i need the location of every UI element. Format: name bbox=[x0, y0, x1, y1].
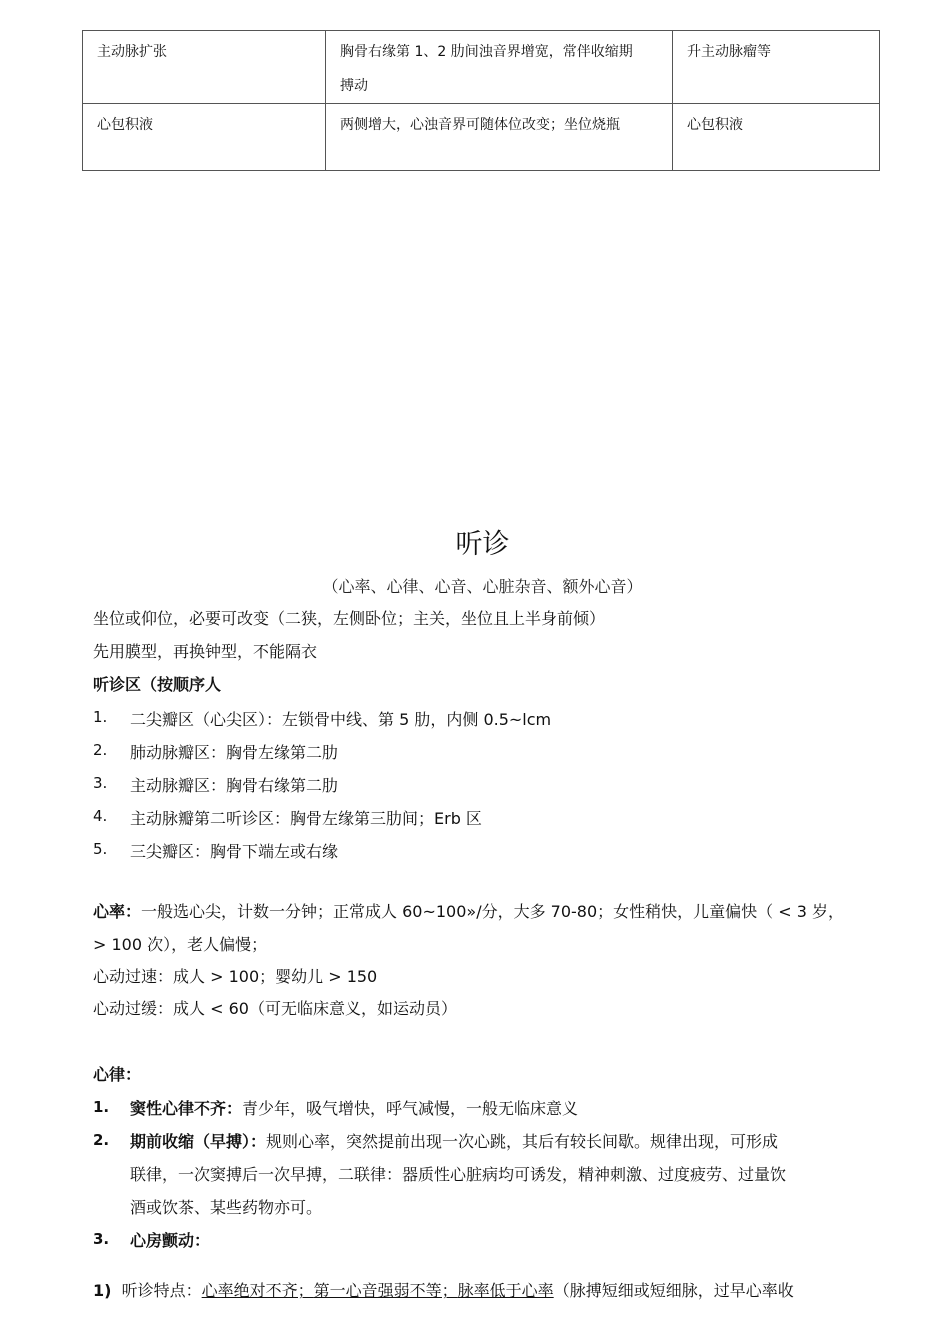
list-number: 5. bbox=[93, 840, 108, 858]
list-number: 4. bbox=[93, 807, 108, 825]
section-title: 听诊 bbox=[455, 529, 510, 560]
af-feature-line: 1) 听诊特点：心率绝对不齐；第一心音强弱不等；脉率低于心率（脉搏短细或短细脉，过早心率收 bbox=[93, 1281, 794, 1300]
list-number: 1. bbox=[93, 708, 108, 726]
list-number: 2. bbox=[93, 741, 108, 759]
list-item: 期前收缩（早搏）：规则心率，突然提前出现一次心跳，其后有较长间歇。规律出现，可形成 bbox=[130, 1132, 779, 1151]
list-item: 主动脉瓣区：胸骨右缘第二肋 bbox=[130, 776, 339, 795]
position-text: 坐位或仰位，必要可改变（二狭，左侧卧位；主关，坐位且上半身前倾） bbox=[93, 609, 606, 628]
table-cell: 心包积液 bbox=[687, 117, 743, 133]
bradycardia-text: 心动过缓：成人 < 60（可无临床意义，如运动员） bbox=[93, 999, 457, 1018]
list-number: 2. bbox=[93, 1131, 110, 1149]
list-item: 二尖瓣区（心尖区）：左锁骨中线、第 5 肋，内侧 0.5~lcm bbox=[130, 710, 552, 729]
list-number: 1. bbox=[93, 1098, 110, 1116]
rhythm-heading: 心律： bbox=[93, 1065, 142, 1084]
section-subtitle: （心率、心律、心音、心脏杂音、额外心音） bbox=[322, 577, 643, 596]
list-item: 主动脉瓣第二听诊区：胸骨左缘第三肋间；Erb 区 bbox=[130, 809, 482, 828]
list-item: 窦性心律不齐：青少年，吸气增快，呼气减慢，一般无临床意义 bbox=[130, 1099, 579, 1118]
heart-rate-line-2: > 100 次），老人偏慢； bbox=[93, 935, 268, 954]
list-number: 3. bbox=[93, 1230, 110, 1248]
list-item-continuation: 酒或饮茶、某些药物亦可。 bbox=[130, 1198, 323, 1217]
percussion-table bbox=[82, 30, 880, 171]
table-cell: 升主动脉瘤等 bbox=[687, 44, 771, 60]
list-number: 3. bbox=[93, 774, 108, 792]
list-item-continuation: 联律，一次窦搏后一次早搏，二联律：器质性心脏病均可诱发，精神刺激、过度疲劳、过量饮 bbox=[130, 1165, 787, 1184]
table-row bbox=[83, 31, 880, 104]
heart-rate-line: 心率：一般选心尖，计数一分钟；正常成人 60~100»/分，大多 70-80；女性稍快，儿童偏快（ < 3 岁， bbox=[93, 902, 845, 921]
stethoscope-text: 先用膜型，再换钟型，不能隔衣 bbox=[93, 642, 318, 661]
table-cell: 主动脉扩张 bbox=[97, 44, 167, 60]
heart-rate-label: 心率： bbox=[93, 902, 142, 921]
list-item: 心房颤动： bbox=[130, 1231, 211, 1250]
tachycardia-text: 心动过速：成人 > 100；婴幼儿 > 150 bbox=[93, 967, 378, 986]
table-cell: 心包积液 bbox=[97, 117, 153, 133]
af-number: 1) bbox=[93, 1281, 112, 1300]
areas-heading: 听诊区（按顺序人 bbox=[93, 675, 222, 694]
list-item: 肺动脉瓣区：胸骨左缘第二肋 bbox=[130, 743, 339, 762]
table-row bbox=[83, 104, 880, 171]
table-cell: 胸骨右缘第 1、2 肋间浊音界增宽，常伴收缩期 搏动 bbox=[340, 44, 633, 94]
table-cell: 两侧增大，心浊音界可随体位改变；坐位烧瓶 bbox=[340, 117, 620, 133]
list-item: 三尖瓣区：胸骨下端左或右缘 bbox=[130, 842, 339, 861]
